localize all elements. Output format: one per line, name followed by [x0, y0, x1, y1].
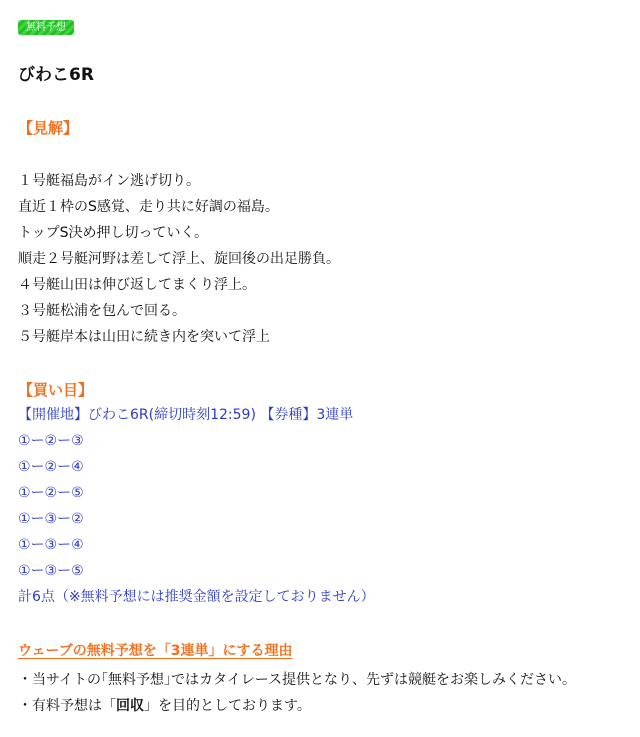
- total-line: 計6点（※無料予想には推奨金額を設定しておりません）: [18, 589, 375, 605]
- reason-list: [18, 667, 576, 719]
- opinion-line: ４号艇山田は伸び返してまくり浮上。: [18, 277, 256, 293]
- opinion-line: ５号艇岸本は山田に続き内を突いて浮上: [18, 329, 270, 345]
- opinion-line: １号艇福島がイン逃げ切り。: [18, 173, 200, 189]
- opinion-list: [18, 168, 340, 350]
- opinion-line: 直近１枠のS感覚、走り共に好調の福島。: [18, 199, 279, 215]
- picks-list: [18, 402, 375, 610]
- combo-line: ①ー②ー③: [18, 433, 84, 449]
- combo-line: ①ー③ー④: [18, 537, 84, 553]
- opinion-line: ３号艇松浦を包んで回る。: [18, 303, 186, 319]
- free-prediction-badge: 無料予想: [18, 20, 74, 35]
- combo-line: ①ー②ー⑤: [18, 485, 84, 501]
- reason-line-2-post: 」を目的としております。: [144, 698, 311, 714]
- reason-link[interactable]: ウェーブの無料予想を「3連単」にする理由: [18, 643, 293, 659]
- reason-line-2-pre: ・有料予想は「: [18, 698, 116, 714]
- reason-line-1: ・当サイトの｢無料予想｣ではカタイレース提供となり、先ずは競艇をお楽しみください。: [18, 672, 577, 688]
- combo-line: ①ー③ー⑤: [18, 563, 84, 579]
- combo-line: ①ー③ー②: [18, 511, 84, 527]
- venue-line: 【開催地】びわこ6R(締切時刻12:59) 【券種】3連単: [18, 407, 354, 423]
- picks-heading: 【買い目】: [18, 381, 94, 399]
- reason-line-2: [18, 693, 576, 719]
- combo-line: ①ー②ー④: [18, 459, 84, 475]
- opinion-line: 順走２号艇河野は差して浮上、旋回後の出足勝負。: [18, 251, 340, 267]
- reason-keyword: 回収: [116, 698, 144, 714]
- opinion-line: トップS決め押し切っていく。: [18, 225, 209, 241]
- opinion-heading: 【見解】: [18, 119, 79, 137]
- race-title: びわこ6R: [18, 65, 94, 85]
